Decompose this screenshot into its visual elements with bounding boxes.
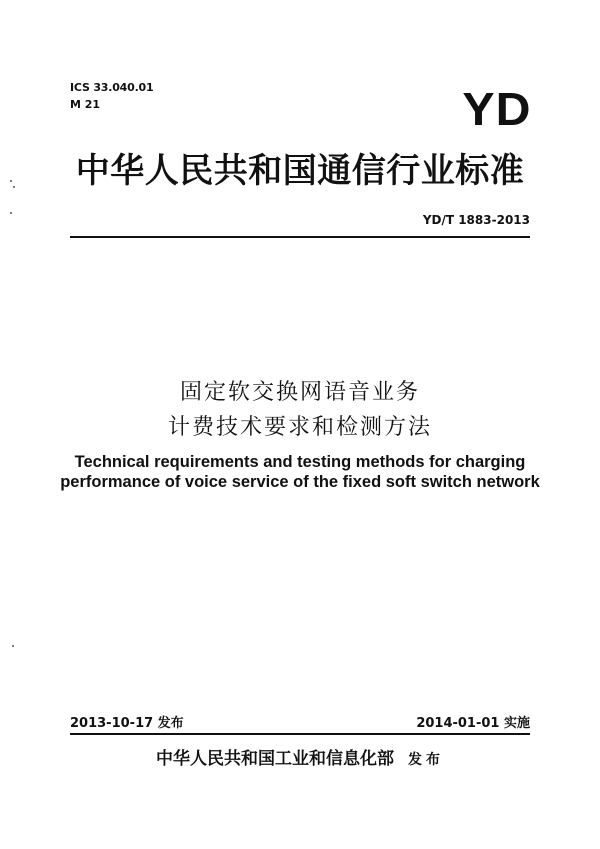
publish-label: 发布 — [408, 752, 444, 768]
standard-number: YD/T 1883-2013 — [422, 213, 530, 227]
title-en-line1: Technical requirements and testing methods for charging — [74, 453, 526, 471]
scan-speck — [10, 180, 12, 182]
scan-speck — [13, 186, 15, 188]
implementation-date: 2014-01-01 实施 — [416, 716, 530, 731]
ics-code: ICS 33.040.01 — [70, 81, 154, 94]
header-divider — [70, 236, 530, 238]
publisher — [0, 744, 600, 769]
footer-divider — [70, 733, 530, 735]
yd-logo: YD — [462, 83, 532, 135]
issuing-body-title: 中华人民共和国通信行业标准 — [75, 151, 525, 191]
title-cn-line2: 计费技术要求和检测方法 — [167, 415, 432, 440]
issue-date: 2013-10-17 发布 — [70, 716, 184, 731]
publisher-name: 中华人民共和国工业和信息化部 — [156, 749, 394, 769]
classification-code: M 21 — [70, 98, 101, 111]
title-cn-line1: 固定软交换网语音业务 — [179, 380, 420, 405]
scan-speck — [10, 212, 12, 214]
scan-speck — [12, 645, 14, 647]
title-en-line2: performance of voice service of the fixed soft switch network — [60, 473, 540, 491]
